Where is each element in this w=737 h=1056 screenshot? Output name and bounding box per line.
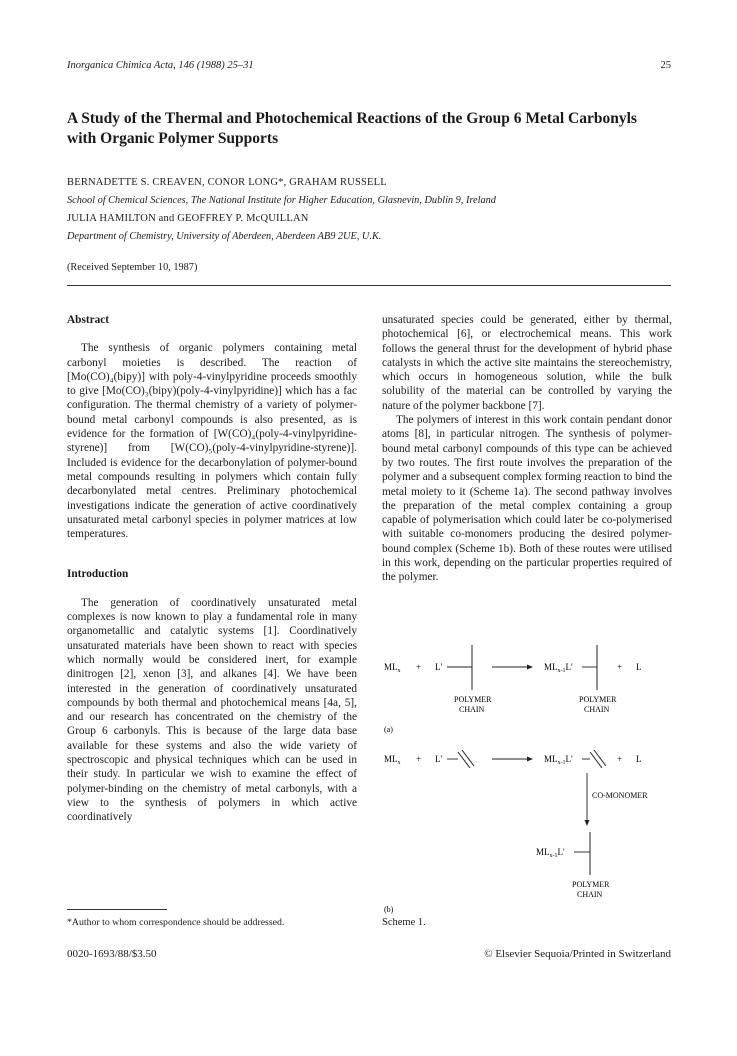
- body-paragraph-2: The polymers of interest in this work contain pendant donor atoms [8], in particular nitrogen. The synthesis of polymer-bound metal carbonyl compounds of this type can be achieved by two routes. The first route involves the preparation of the polymer and a subsequent complex forming reaction to bind the metal moiety to it (Scheme 1a). The second pathway involves the preparation of the metal complex containing a group capable of polymerisation which could later be co-polymerised with suitable co-monomers producing the desired polymer-bound complex (Scheme 1b). Both of these routes were utilised in this work, depending on the particular properties required of the polymer.: [382, 414, 672, 584]
- scheme-b-plus: +: [416, 754, 422, 764]
- affiliation-2: Department of Chemistry, University of Aberdeen, Aberdeen AB9 2UE, U.K.: [67, 231, 382, 242]
- scheme-caption: Scheme 1.: [382, 917, 426, 928]
- scheme-a-polymer-label: POLYMER: [454, 695, 492, 704]
- scheme-a-product: $ML_{x-1}L'$: [544, 662, 573, 674]
- scheme-b-product-vinyl: [590, 750, 606, 768]
- scheme-label-b: (b): [384, 905, 394, 914]
- left-column: [67, 313, 357, 825]
- footnote-rule: [67, 909, 167, 910]
- abstract-heading: Abstract: [67, 314, 110, 326]
- scheme-b-free-ligand: L: [636, 754, 642, 764]
- scheme-b-arrowhead: [527, 757, 533, 762]
- scheme-b-down-arrowhead: [585, 820, 590, 826]
- scheme-a-free-ligand: L: [636, 662, 642, 672]
- scheme-b-plus-2: +: [617, 754, 623, 764]
- header-rule: [67, 285, 671, 286]
- introduction-paragraph: The generation of coordinatively unsaturated metal complexes is now known to play a fundamental role in many organometallic and catalytic systems [1]. Coordinatively unsaturated materials have been shown to react with species which normally would be considered inert, for example dinitrogen [2], xenon [3], and alkanes [4]. We have been interested in the generation of coordinatively unsaturated compounds by both thermal and photochemical means [4a, 5], and our research has concentrated on the chemistry of the Group 6 carbonyls. This is because of the large data base available for these systems and also the wide variety of spectroscopic and physical techniques which can be used in their study. In particular we wish to examine the effect of polymer-binding on the chemistry of metal carbonyls, with a view to the synthesis of polymers in which active coordinatively: [67, 596, 357, 824]
- paper-title: A Study of the Thermal and Photochemical Reactions of the Group 6 Metal Carbonyls with Organic Polymer Supports: [67, 110, 637, 147]
- scheme-a-chain-label: CHAIN: [459, 705, 485, 714]
- abstract-text: The synthesis of organic polymers containing metal carbonyl moieties is described. The reaction of [Mo(CO)₄(bipy)] with poly-4-vinylpyridine proceeds smoothly to give [Mo(CO)₃(bipy)(poly-4-vinylpyridine)] which has a fac configuration. The thermal chemistry of a variety of polymer-bound metal carbonyl compounds is also presented, as is evidence for the formation of [W(CO)₄(poly-4-vinylpyridine-styrene)] from [W(CO)₅(poly-4-vinylpyridine-styrene)]. Included is evidence for the decarbonylation of polymer-bound metal compounds resulting in polymers which contain fully decarbonylated metal centres. Preliminary photochemical investigations indicate the generation of active coordinatively unsaturated metal carbonyl species in polymer matrices at low temperatures.: [67, 342, 357, 541]
- scheme-b-final-chain-label: CHAIN: [577, 890, 603, 899]
- scheme-b-vinyl-group: [458, 750, 474, 768]
- right-column: [382, 313, 672, 585]
- scheme-a-arrowhead: [527, 665, 533, 670]
- scheme-a-product-polymer-label: POLYMER: [579, 695, 617, 704]
- footnote: *Author to whom correspondence should be addressed.: [67, 917, 285, 928]
- scheme-b-final-polymer-label: POLYMER: [572, 880, 610, 889]
- authors-group-2: JULIA HAMILTON and GEOFFREY P. McQUILLAN: [67, 213, 309, 224]
- introduction-heading: Introduction: [67, 568, 129, 581]
- page-number: 25: [660, 60, 671, 71]
- scheme-label-a: (a): [384, 725, 393, 734]
- footer-code: 0020-1693/88/$3.50: [67, 948, 157, 960]
- scheme-a-mlx: $ML_x$: [384, 662, 401, 674]
- affiliation-1: School of Chemical Sciences, The National Institute for Higher Education, Glasnevin, Dublin 9, Ireland: [67, 195, 496, 206]
- scheme-b-mlx: $ML_x$: [384, 754, 401, 766]
- authors-group-1: BERNADETTE S. CREAVEN, CONOR LONG*, GRAHAM RUSSELL: [67, 177, 387, 188]
- scheme-b-final-product: $ML_{x-1}L'$: [536, 847, 565, 859]
- scheme-b-comonomer-label: CO-MONOMER: [592, 791, 648, 800]
- scheme-b-ligand: L': [435, 754, 443, 764]
- body-paragraph-1: unsaturated species could be generated, either by thermal, photochemical [6], or electrochemical means. This work follows the general thrust for the development of hybrid phase catalysts in which the active site maintains the stereochemistry, which occurs in homogeneous solution, while the bulk solubility of the material can be controlled by varying the nature of the polymer backbone [7].: [382, 314, 672, 412]
- journal-citation: Inorganica Chimica Acta, 146 (1988) 25–31: [67, 60, 254, 71]
- footer-copyright: © Elsevier Sequoia/Printed in Switzerland: [484, 948, 671, 960]
- scheme-b-product: $ML_{x-1}L'$: [544, 754, 573, 766]
- scheme-a-plus: +: [416, 662, 422, 672]
- received-date: (Received September 10, 1987): [67, 262, 198, 273]
- scheme-a-ligand: L': [435, 662, 443, 672]
- scheme-1-diagram: [382, 640, 672, 915]
- scheme-a-product-chain-label: CHAIN: [584, 705, 610, 714]
- scheme-a-plus-2: +: [617, 662, 623, 672]
